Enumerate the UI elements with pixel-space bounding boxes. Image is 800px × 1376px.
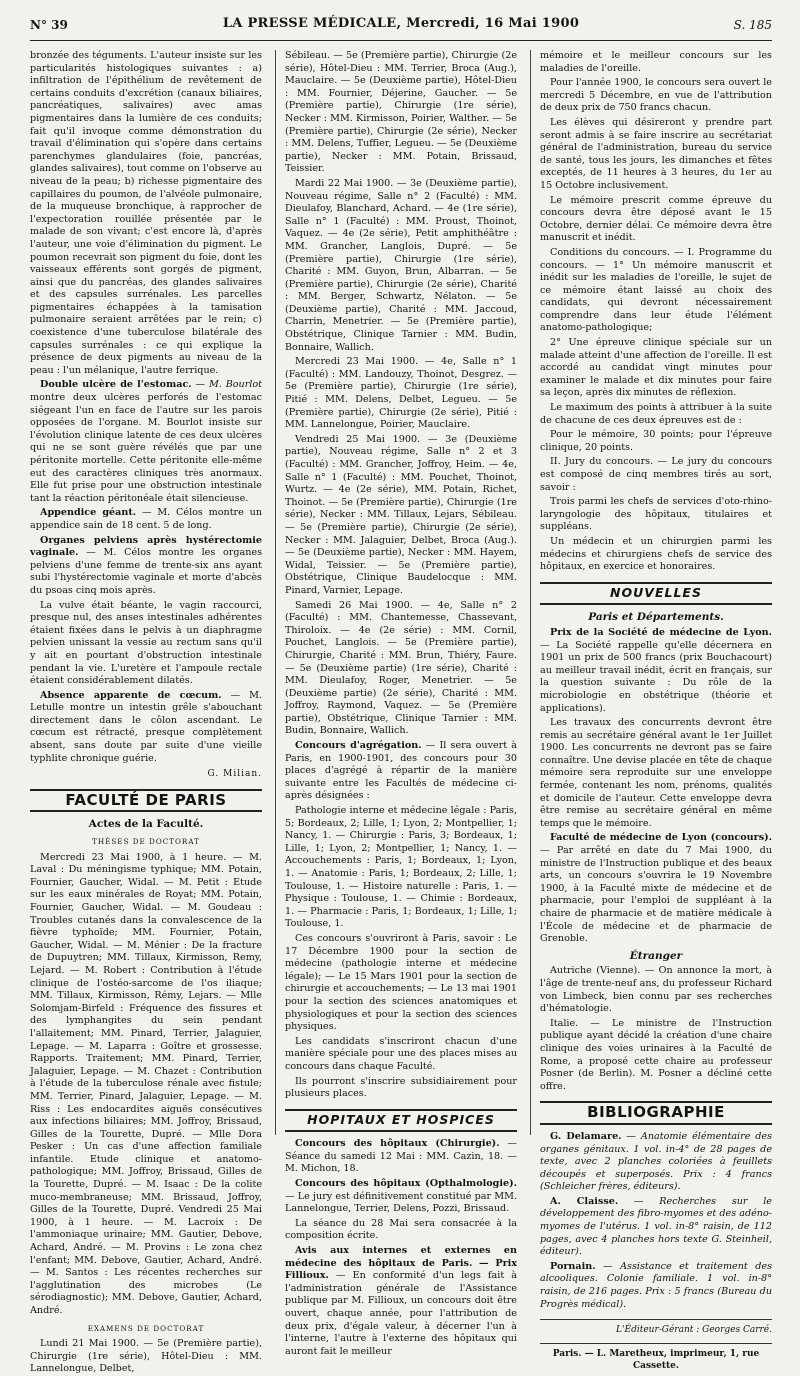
paragraph: bronzée des téguments. L'auteur insiste sur les particularités histologiques suivantes : a) infiltration de l'épithélium de revêtement de certains conduits d'excrétion (canaux biliaires, pancréatiques, salivaires) avec amas pigmentaires dans la lumière de ces conduits; fait qu'il invoque comme démonstration du travail d'élimination qui s'opère dans certains parenchymes glandulaires (foie, pancréas, glandes salivaires), tout comme on l'observe au niveau de la peau; b) richesse pigmentaire des capillaires du poumon, de l'alvéole pulmonaire, de la muqueuse bronchique, à rapprocher de l'expectoration rouillée présentée par le malade de son vivant; c'est encore là, d'après l'auteur, une voie d'élimination du pigment. Le poumon recevrait son pigment du foie, dont les vaisseaux efférents sont gorgés de pigment, ainsi que du pancréas, des glandes salivaires et des capsules surrénales. Les parcelles pigmentaires échappées à la tamisation pulmonaire seraient arrêtées par le rein; c) coexistence d'une tuberculose bilatérale des capsules surrénales : ce qui explique la présence de deux pigments au niveau de la peau : l'un mélanique, l'autre ferrique. — [30, 50, 262, 376]
paragraph: Les travaux des concurrents devront être remis au secrétaire général avant le 1er Juillet 1900. Les concurrents ne devront pas se faire connaître. Une devise placée en tête de chaque mémoire sera reproduite sur une enveloppe fermée, contenant les nom, prénoms, qualités et domicile de l'auteur. Cette enveloppe devra être remise au secrétaire général en même temps que le mémoire. — [540, 717, 772, 829]
section-title: NOUVELLES — [610, 584, 702, 600]
item-heading: Pornain. — [550, 1260, 596, 1272]
paragraph: Les candidats s'inscriront chacun d'une manière spéciale pour une des places mises au concours dans chaque Faculté. — [285, 1035, 517, 1072]
section-header-bibliography — [540, 1101, 772, 1125]
paragraph: Pour le mémoire, 30 points; pour l'épreuve clinique, 20 points. — [540, 429, 772, 453]
item-body: — Anatomie élémentaire des organes génitaux. 1 vol. in-4° de 28 pages de texte, avec 2 planches coloriées à feuillets découpés et superposés. Prix : 4 francs (Schleicher frères, éditeurs). — [540, 1130, 773, 1193]
paragraph — [285, 1178, 517, 1216]
paragraph — [30, 379, 262, 505]
paragraph: Lundi 21 Mai 1900. — 5e (Première partie), Chirurgie (1re série), Hôtel-Dieu : MM. Lannelongue, Delbet, — [30, 1338, 262, 1375]
paragraph — [285, 1245, 517, 1358]
section-title: FACULTÉ DE PARIS — [65, 790, 227, 809]
paragraph: Autriche (Vienne). — On annonce la mort, à l'âge de trente-neuf ans, du professeur Richard von Limbeck, bien connu par ses recherches d'hématologie. — [540, 965, 772, 1015]
paragraph — [30, 507, 262, 532]
paragraph: Vendredi 25 Mai 1900. — 3e (Deuxième partie), Nouveau régime, Salle n° 2 et 3 (Faculté) : MM. Grancher, Joffroy, Heim. — 4e, Salle n° 1 (Faculté) : MM. Pouchet, Thoinot, Wurtz. — 4e (2e série), MM. Potain, Richet, Thoinot. — 5e (Première partie), Chirurgie (1re série), Necker : MM. Tillaux, Lejars, Sébileau. — 5e (Première partie), Chirurgie (2e série), Necker : MM. Jalaguier, Delbet, Broca (Aug.). — 5e (Deuxième partie), Necker : MM. Hayem, Widal, Teissier. — 5e (Première partie), Obstétrique, Clinique Baudelocque : MM. Pinard, Varnier, Lepage. — [285, 433, 517, 596]
column-left — [30, 50, 263, 1375]
paragraph: Ces concours s'ouvriront à Paris, savoir : Le 17 Décembre 1900 pour la section de médecine (pathologie interne et médecine légale); — Le 15 Mars 1901 pour la section de chirurgie et accouchements; — Le 13 mai 1901 pour la section des sciences anatomiques et physiologiques et pour la section des sciences physiques. — [285, 932, 517, 1033]
paragraph: Mardi 22 Mai 1900. — 3e (Deuxième partie), Nouveau régime, Salle n° 2 (Faculté) : MM. Dieulafoy, Blanchard, Achard. — 4e (1re série), Salle n° 1 (Faculté) : MM. Proust, Thoinot, Vaquez. — 4e (2e série), Petit amphithéâtre : MM. Grancher, Langlois, Dupré. — 5e (Première partie), Chirurgie (1re série), Charité : MM. Guyon, Brun, Albarran. — 5e (Première partie), Chirurgie (2e série), Charité : MM. Berger, Schwartz, Nélaton. — 5e (Deuxième partie), Charité : MM. Jaccoud, Charrin, Menetrier. — 5e (Première partie), Obstétrique, Clinique Tarnier : MM. Budin, Bonnaire, Wallich. — [285, 177, 517, 353]
printer-line: Paris. — L. Maretheux, imprimeur, 1, rue Cassette. — [540, 1343, 772, 1373]
item-body: — En conformité d'un legs fait à l'administration générale de l'Assistance publique par M. Fillioux, un concours doit être ouvert, chaque année, pour l'attribution de deux prix, d'égale valeur, à décerner l'un à l'interne, l'autre à l'externe des hôpitaux qui auront fait le meilleur — [285, 1270, 517, 1357]
paragraph: Mercredi 23 Mai 1900, à 1 heure. — M. Laval : Du méningisme typhique; MM. Potain, Fournier, Gaucher, Widal. — M. Petit : Etude sur les eaux minérales de Royat; MM. Potain, Fournier, Gaucher, Widal. — M. Goudeau : Troubles cutanés dans la convalescence de la fièvre typhoïde; MM. Fournier, Potain, Gaucher, Widal. — M. Ménier : De la fracture de Dupuytren; MM. Tillaux, Kirmisson, Remy, Lejard. — M. Robert : Contribution à l'étude clinique de l'ostéo-sarcome de l'os iliaque; MM. Tillaux, Kirmisson, Rémy, Lejars. — Mlle Solomjam-Birfeld : Fréquence des fissures et des lymphangites du sein pendant l'allaitement; MM. Pinard, Terrier, Jalaguier, Lepage. — M. Laparra : Goître et grossesse. Rapports. Traitement; MM. Pinard, Terrier, Jalaguier, Lepage. — M. Chazet : Contribution à l'étude de la tuberculose rénale avec fistule; MM. Terrier, Pinard, Jalaguier, Lepage. — M. Riss : Les endocardites aiguës consécutives aux infections biliaires; MM. Joffroy, Brissaud, Gilles de la Tourette, Dupré. — Mlle Dora Pesker : Un cas d'une affection familiale infantile. Etude clinique et anatomo-pathologique; MM. Joffroy, Brissaud, Gilles de la Tourette, Dupré. — M. Isaac : De la colite muco-membraneuse; MM. Brissaud, Joffroy, Gilles de la Tourette, Dupré. Vendredi 25 Mai 1900, à 1 heure. — M. Lacroix : De l'ammoniaque urinaire; MM. Gautier, Debove, Achard, André. — M. Provins : Le zona chez l'enfant; MM. Debove, Gautier, Achard, André. — M. Santos : Les récentes recherches sur l'agglutination des microbes (Le sérodiagnostic); MM. Debove, Gautier, Achard, André. — [30, 851, 262, 1316]
newspaper-page — [30, 0, 773, 1375]
item-heading: Organes pelviens après hystérectomie vaginale. — [30, 534, 262, 559]
paragraph — [285, 1138, 517, 1176]
item-body: — Par arrêté en date du 7 Mai 1900, du ministre de l'Instruction publique et des beaux arts, un concours s'ouvrira le 19 Novembre 1900, à la Faculté mixte de médecine et de pharmacie, pour l'emploi de suppléant à la chaire de pharmacie et de matière médicale à l'École de médecine et de pharmacie de Grenoble. — [540, 845, 772, 945]
paragraph: La séance du 28 Mai sera consacrée à la composition écrite. — [285, 1217, 517, 1242]
section-title: BIBLIOGRAPHIE — [587, 1103, 725, 1122]
journal-title: LA PRESSE MÉDICALE, Mercredi, 16 Mai 1900 — [222, 16, 580, 31]
paragraph — [540, 1261, 772, 1311]
paragraph: La vulve était béante, le vagin raccourci, presque nul, des anses intestinales adhérentes étaient fixées dans le pelvis à un diaphragme pelvien unissant la vessie au rectum sans qu'il y ait en pourtant d'obstruction intestinale pendant la vie. L'uretère et l'ampoule rectale étaient considérablement dilatés. — [30, 599, 262, 687]
item-heading: Prix de la Société de médecine de Lyon. — [550, 626, 772, 638]
paragraph: Le maximum des points à attribuer à la suite de chacune de ces deux épreuves est de : — [540, 402, 772, 426]
paragraph — [285, 740, 517, 803]
item-body: — M. Célos montre les organes pelviens d'une femme de trente-six ans ayant subi l'hystérectomie vaginale et morte d'abcès du psoas cinq mois après. — [30, 547, 262, 596]
item-body: — Séance du samedi 12 Mai : MM. Cazin, 18. — M. Michon, 18. — [285, 1138, 517, 1175]
item-heading: Faculté de médecine de Lyon (concours). — [550, 832, 772, 844]
paragraph — [540, 1131, 772, 1194]
paragraph — [30, 535, 262, 598]
paragraph — [540, 832, 772, 945]
page-header — [30, 10, 772, 41]
item-body: — Le jury est définitivement constitué par MM. Lannelongue, Terrier, Delens, Pozzi, Brissaud. — [285, 1190, 517, 1215]
paragraph: Les élèves qui désireront y prendre part seront admis à se faire inscrire au secrétariat général de l'administration, bureau du service de santé, tous les jours, les dimanches et fêtes exceptés, de 11 heures à 3 heures, du 1er au 15 Octobre inclusivement. — [540, 116, 772, 191]
item-heading: Double ulcère de l'estomac. — [40, 379, 192, 391]
issue-number: N° 39 — [30, 18, 68, 32]
paragraph: Le mémoire prescrit comme épreuve du concours devra être déposé avant le 15 Octobre, dernier délai. Ce mémoire devra être manuscrit et inédit. — [540, 194, 772, 244]
column-divider — [275, 50, 276, 1135]
paragraph: Pathologie interne et médecine légale : Paris, 5; Bordeaux, 2; Lille, 1; Lyon, 2; Montpellier, 1; Nancy, 1. — Chirurgie : Paris, 3; Bordeaux, 1; Lille, 1; Lyon, 2; Montpellier, 1; Nancy, 1. — Accouchements : Paris, 1; Bordeaux, 1; Lyon, 1. — Anatomie : Paris, 1; Bordeaux, 2; Lille, 1; Toulouse, 1. — Histoire naturelle : Paris, 1. — Physique : Toulouse, 1. — Chimie : Bordeaux, 1. — Pharmacie : Paris, 1; Bordeaux, 1; Lille, 1; Toulouse, 1. — [285, 805, 517, 930]
item-body: montre deux ulcères perforés de l'estomac siégeant l'un en face de l'autre sur les parois opposées de l'organe. M. Bourlot insiste sur l'évolution clinique latente de ces deux ulcères qui ne se sont guère révélés que par une péritonite mortelle. Cette péritonite elle-même eut des caractères cliniques très anormaux. Elle fut prise pour une obstruction intestinale tant la réaction péritonéale était silencieuse. — [30, 392, 262, 504]
section-header-hospitals — [285, 1109, 517, 1133]
page-number: S. 185 — [733, 18, 772, 32]
column-right — [540, 50, 773, 1372]
paragraph — [540, 1196, 772, 1259]
paragraph: mémoire et le meilleur concours sur les maladies de l'oreille. — [540, 50, 772, 74]
item-heading: Appendice géant. — [40, 507, 137, 519]
section-header-news — [540, 582, 772, 606]
item-body: — Il sera ouvert à Paris, en 1900-1901, des concours pour 30 places d'agrégé à répartir de la manière suivante entre les Facultés de médecine ci-après désignées : — [285, 740, 517, 802]
subsection-title: Paris et Départements. — [588, 611, 724, 624]
item-heading: Concours d'agrégation. — [295, 740, 422, 752]
section-title: HOPITAUX ET HOSPICES — [307, 1111, 495, 1127]
subsection-title: Étranger — [629, 949, 683, 962]
item-body: — M. Letulle montre un intestin grêle s'abouchant directement dans le côlon ascendant. Le cœcum est rétracté, presque complètement absent, sans doute par suite d'une vieille typhlite chronique guérie. — [30, 689, 263, 764]
paragraph: II. Jury du concours. — Le jury du concours est composé de cinq membres tirés au sort, savoir : — [540, 456, 772, 493]
paragraph: Sébileau. — 5e (Première partie), Chirurgie (2e série), Hôtel-Dieu : MM. Terrier, Broca (Aug.), Mauclaire. — 5e (Deuxième partie), Hôtel-Dieu : MM. Fournier, Déjerine, Gaucher. — 5e (Première partie), Chirurgie (1re série), Necker : MM. Kirmisson, Poirier, Walther. — 5e (Première partie), Chirurgie (2e série), Necker : MM. Delens, Tuffier, Legueu. — 5e (Deuxième partie), Necker : MM. Potain, Brissaud, Teissier. — [285, 50, 517, 175]
item-body: — Recherches sur le développement des fibro-myomes et des adéno-myomes de l'utérus. 1 vol. in-8° raisin, de 112 pages, avec 4 planches hors texte G. Steinheil, éditeur). — [540, 1195, 772, 1258]
paragraph: Ils pourront s'inscrire subsidiairement pour plusieurs places. — [285, 1075, 517, 1100]
paragraph: Mercredi 23 Mai 1900. — 4e, Salle n° 1 (Faculté) : MM. Landouzy, Thoinot, Desgrez. — 5e (Première partie), Chirurgie (1re série), Pitié : MM. Delens, Delbet, Legueu. — 5e (Première partie), Chirurgie (2e série), Pitié : MM. Lannelongue, Poirier, Mauclaire. — [285, 356, 517, 431]
paragraph: Conditions du concours. — I. Programme du concours. — 1° Un mémoire manuscrit et inédit sur les maladies de l'oreille, le sujet de ce mémoire étant laissé au choix des candidats, qui devront nécessairement comprendre dans leur étude l'élément anatomo-pathologique; — [540, 246, 772, 334]
paragraph: Samedi 26 Mai 1900. — 4e, Salle n° 2 (Faculté) : MM. Chantemesse, Chassevant, Thiroloix. — 4e (2e série) : MM. Cornil, Pouchet, Langlois. — 5e (Première partie), Chirurgie, Charité : MM. Brun, Thiéry, Faure. — 5e (Deuxième partie) (1re série), Charité : MM. Dieulafoy, Roger, Menetrier. — 5e (Deuxième partie) (2e série), Charité : MM. Joffroy, Raymond, Vaquez. — 5e (Première partie), Obstétrique, Clinique Tarnier : MM. Budin, Bonnaire, Wallich. — [285, 599, 517, 737]
item-body: — M. Célos montre un appendice sain de 18 cent. 5 de long. — [30, 507, 262, 531]
column-divider — [530, 50, 531, 1135]
item-heading: Concours des hôpitaux (Chirurgie). — [295, 1138, 500, 1150]
subsection-title: Actes de la Faculté. — [88, 818, 204, 831]
paragraph: Trois parmi les chefs de services d'oto-rhino-laryngologie des hôpitaux, titulaires et suppléans. — [540, 496, 772, 533]
label-theses: THÈSES DE DOCTORAT — [92, 837, 200, 847]
paragraph — [540, 627, 772, 715]
editor-line: L'Éditeur-Gérant : Georges Carré. — [540, 1319, 772, 1337]
item-body: — Assistance et traitement des alcooliques. Colonie familiale. 1 vol. in-8° raisin, de 216 pages. Prix : 5 francs (Bureau du Progrès médical). — [540, 1260, 772, 1310]
section-header-faculty — [30, 789, 262, 813]
item-heading: Avis aux internes et externes en médecine des hôpitaux de Paris. — Prix Fillioux. — [285, 1245, 517, 1282]
paragraph — [30, 690, 262, 766]
item-heading: Absence apparente de cœcum. — [40, 689, 222, 701]
item-heading: G. Delamare. — [550, 1130, 622, 1142]
paragraph: 2° Une épreuve clinique spéciale sur un malade atteint d'une affection de l'oreille. Il est accordé au candidat vingt minutes pour examiner le malade et dix minutes pour faire sa leçon, après dix minutes de réflexion. — [540, 337, 772, 399]
item-heading: Concours des hôpitaux (Opthalmologie). — [295, 1178, 517, 1190]
column-middle — [285, 50, 517, 1357]
paragraph: Italie. — Le ministre de l'Instruction publique ayant décidé la création d'une chaire clinique des voies urinaires à la Faculté de Rome, a proposé cette chaire au professeur Posner (de Berlin). M. Posner a décliné cette offre. — [540, 1017, 772, 1092]
label-exams: EXAMENS DE DOCTORAT — [87, 1323, 205, 1333]
paragraph: Pour l'année 1900, le concours sera ouvert le mercredi 5 Décembre, en vue de l'attribution de deux prix de 750 francs chacun. — [540, 77, 772, 114]
article-signature: G. Milian. — [207, 769, 262, 780]
item-author: — M. Bourlot — [195, 379, 262, 391]
paragraph: Un médecin et un chirurgien parmi les médecins et chirurgiens chefs de service des hôpitaux, en exercice et honoraires. — [540, 535, 772, 573]
item-body: — La Société rappelle qu'elle décernera en 1901 un prix de 500 francs (prix Bouchacourt) au meilleur travail inédit, écrit en français, sur la question suivante : Du rôle de la microbiologie en obstétrique (théorie et applications). — [540, 639, 772, 714]
item-heading: A. Claisse. — [550, 1195, 619, 1207]
